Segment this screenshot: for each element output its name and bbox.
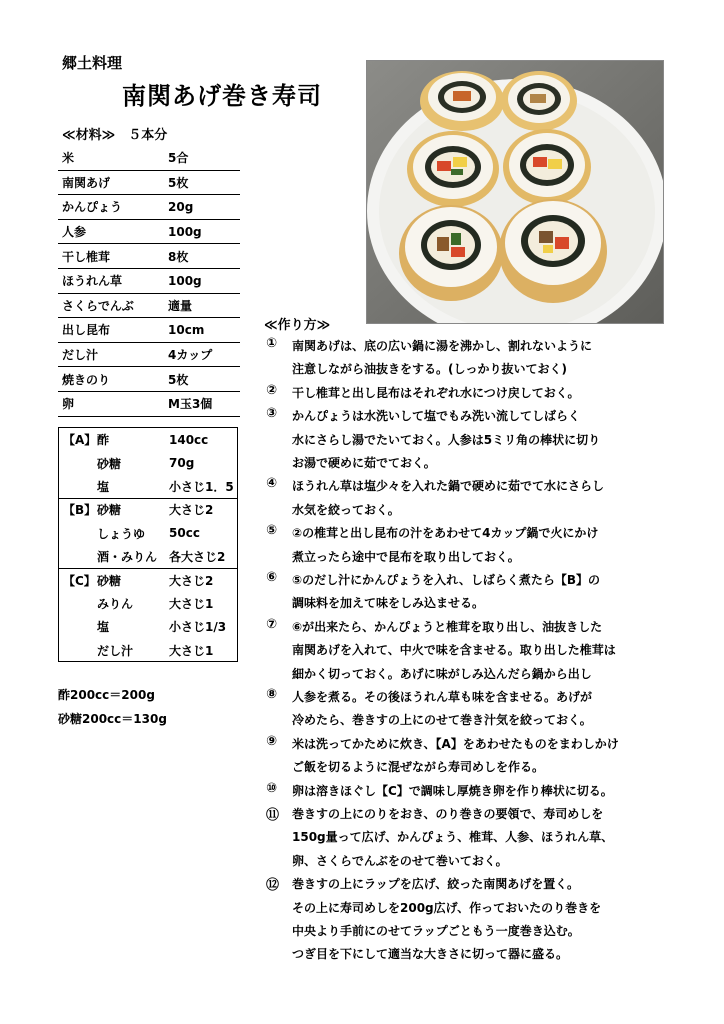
conversion-note: 砂糖200cc＝130g — [58, 712, 167, 726]
seasoning-amount: 140cc — [169, 432, 209, 447]
seasoning-row — [59, 592, 237, 615]
ingredient-row — [58, 220, 240, 245]
ingredient-name: 干し椎茸 — [62, 249, 111, 264]
seasoning-amount: 大さじ2 — [169, 503, 214, 518]
ingredient-row — [58, 343, 240, 368]
seasoning-name: しょうゆ — [97, 526, 146, 541]
step-number: ⑩ — [266, 780, 278, 796]
seasoning-name: 砂糖 — [97, 456, 122, 471]
seasoning-row — [59, 498, 237, 521]
ingredient-row — [58, 244, 240, 269]
step-text: 注意しながら油抜きをする。(しっかり抜いておく) — [292, 362, 567, 377]
seasoning-name: みりん — [97, 596, 134, 611]
ingredient-amount: 100g — [168, 273, 202, 288]
method-heading: ≪作り方≫ — [264, 318, 331, 333]
ingredient-name: 人参 — [62, 225, 87, 240]
ingredient-name: 南関あげ — [62, 175, 111, 190]
seasoning-row — [59, 475, 237, 498]
ingredient-amount: 100g — [168, 224, 202, 239]
ingredient-row — [58, 171, 240, 196]
ingredient-name: 出し昆布 — [62, 323, 111, 338]
step-text: ②の椎茸と出し昆布の汁をあわせて4カップ鍋で火にかけ — [292, 526, 599, 541]
step-number: ⑨ — [266, 733, 278, 749]
step-number: ② — [266, 382, 278, 398]
seasoning-row — [59, 639, 237, 662]
step-text: ⑤のだし汁にかんぴょうを入れ、しばらく煮たら【B】の — [292, 573, 601, 587]
seasoning-row — [59, 522, 237, 545]
step-number: ⑤ — [266, 523, 278, 539]
ingredient-amount: 8枚 — [168, 249, 189, 264]
step-text: ご飯を切るように混ぜながら寿司めしを作る。 — [292, 760, 545, 775]
sushi-piece-back-right — [501, 71, 577, 131]
ingredient-name: かんぴょう — [62, 200, 123, 215]
seasoning-amount: 大さじ1 — [169, 596, 214, 611]
seasoning-amount: 70g — [169, 456, 195, 471]
step-number: ⑦ — [266, 616, 278, 632]
step-text: 南関あげを入れて、中火で味を含ませる。取り出した椎茸は — [292, 643, 616, 658]
ingredient-amount: 適量 — [168, 298, 193, 313]
ingredient-amount: M玉3個 — [168, 397, 213, 412]
sushi-piece-middle-left — [407, 131, 499, 207]
step-number: ① — [266, 336, 278, 351]
ingredient-row — [58, 195, 240, 220]
seasonings-table — [58, 427, 238, 662]
sushi-piece-back-left — [420, 71, 504, 131]
sushi-photo — [366, 60, 664, 324]
seasoning-amount: 大さじ1 — [169, 643, 214, 658]
seasoning-row — [59, 568, 237, 591]
step-text: 中央より手前にのせてラップごともう一度巻き込む。 — [292, 924, 580, 938]
step-text: 卵、さくらでんぶをのせて巻いておく。 — [292, 853, 508, 868]
seasoning-group: 【B】 — [63, 503, 97, 518]
step-text: 150g量って広げ、かんぴょう、椎茸、人参、ほうれん草、 — [292, 830, 614, 845]
category-label: 郷土料理 — [62, 54, 123, 72]
ingredient-amount: 20g — [168, 199, 194, 214]
seasoning-name: 酢 — [97, 433, 110, 448]
ingredient-name: ほうれん草 — [62, 274, 123, 289]
ingredient-name: 卵 — [62, 397, 75, 412]
seasoning-amount: 小さじ1．5 — [169, 479, 234, 494]
ingredient-amount: 5合 — [168, 151, 189, 166]
step-text: 調味料を加えて味をしみ込ませる。 — [292, 596, 485, 611]
page-title: 南関あげ巻き寿司 — [122, 82, 322, 110]
step-text: 煮立ったら途中で昆布を取り出しておく。 — [292, 549, 520, 564]
ingredient-name: 焼きのり — [62, 372, 111, 387]
sushi-roll-image — [367, 61, 663, 323]
step-number: ⑧ — [266, 687, 278, 702]
seasoning-group: 【C】 — [63, 573, 96, 588]
step-text: 人参を煮る。その後ほうれん草も味を含ませる。あげが — [292, 690, 593, 704]
ingredient-name: 米 — [62, 151, 75, 166]
sushi-piece-front-right — [499, 199, 607, 303]
step-text: 巻きすの上にラップを広げ、絞った南関あげを置く。 — [292, 877, 580, 892]
ingredients-table — [58, 146, 240, 417]
step-number: ⑪ — [266, 808, 280, 823]
ingredient-row — [58, 367, 240, 392]
step-text: 巻きすの上にのりをおき、のり巻きの要領で、寿司めしを — [292, 807, 604, 821]
step-text: 水にさらし湯でたいておく。人参は5ミリ角の棒状に切り — [292, 432, 601, 447]
step-number: ⑫ — [266, 878, 280, 894]
seasoning-name: 砂糖 — [97, 573, 122, 588]
step-text: お湯で硬めに茹でておく。 — [292, 456, 436, 470]
seasoning-row — [59, 451, 237, 474]
ingredient-amount: 5枚 — [168, 372, 189, 387]
step-number: ⑥ — [266, 570, 278, 585]
step-text: つぎ目を下にして適当な大きさに切って器に盛る。 — [292, 947, 569, 962]
step-text: 水気を絞っておく。 — [292, 502, 400, 517]
ingredient-row — [58, 146, 240, 171]
ingredient-amount: 10cm — [168, 322, 205, 337]
sushi-piece-front-left — [399, 205, 503, 301]
ingredient-amount: 4カップ — [168, 348, 213, 363]
step-text: 卵は溶きほぐし【C】で調味し厚焼き卵を作り棒状に切る。 — [292, 783, 613, 798]
seasoning-name: 酒・みりん — [97, 550, 158, 565]
seasoning-amount: 各大さじ2 — [169, 550, 226, 565]
step-text: 干し椎茸と出し昆布はそれぞれ水につけ戻しておく。 — [292, 385, 580, 400]
step-text: ほうれん草は塩少々を入れた鍋で硬めに茹でて水にさらし — [292, 479, 605, 494]
seasoning-group: 【A】 — [63, 433, 97, 448]
step-number: ③ — [266, 406, 278, 422]
seasoning-name: 砂糖 — [97, 503, 122, 518]
sushi-piece-middle-right — [503, 129, 591, 205]
seasoning-name: 塩 — [97, 620, 110, 635]
seasoning-row — [59, 545, 237, 568]
step-text: かんぴょうは水洗いして塩でもみ洗い流してしばらく — [292, 409, 581, 424]
seasoning-amount: 小さじ1/3 — [169, 620, 227, 635]
seasoning-row — [59, 615, 237, 638]
step-text: 南関あげは、底の広い鍋に湯を沸かし、割れないように — [292, 339, 593, 353]
seasoning-amount: 大さじ2 — [169, 573, 214, 588]
ingredient-name: だし汁 — [62, 348, 99, 363]
step-number: ④ — [266, 476, 278, 492]
ingredient-row — [58, 318, 240, 343]
seasoning-amount: 50cc — [169, 526, 200, 541]
conversion-note: 酢200cc＝200g — [58, 688, 155, 702]
ingredient-amount: 5枚 — [168, 175, 189, 190]
ingredient-row — [58, 269, 240, 294]
seasoning-name: 塩 — [97, 479, 110, 494]
seasoning-row — [59, 428, 237, 451]
ingredient-row — [58, 392, 240, 417]
ingredient-name: さくらでんぶ — [62, 298, 134, 313]
step-text: 冷めたら、巻きすの上にのせて巻き汁気を絞っておく。 — [292, 713, 592, 728]
step-text: その上に寿司めしを200g広げ、作っておいたのり巻きを — [292, 900, 602, 915]
step-text: 米は洗ってかために炊き、【A】をあわせたものをまわしかけ — [292, 736, 619, 751]
step-text: 細かく切っておく。あげに味がしみ込んだら鍋から出し — [292, 666, 592, 681]
materials-heading: ≪材料≫ ５本分 — [62, 128, 168, 143]
ingredient-row — [58, 294, 240, 319]
step-text: ⑥が出来たら、かんぴょうと椎茸を取り出し、油抜きした — [292, 619, 603, 634]
seasoning-name: だし汁 — [97, 643, 134, 658]
